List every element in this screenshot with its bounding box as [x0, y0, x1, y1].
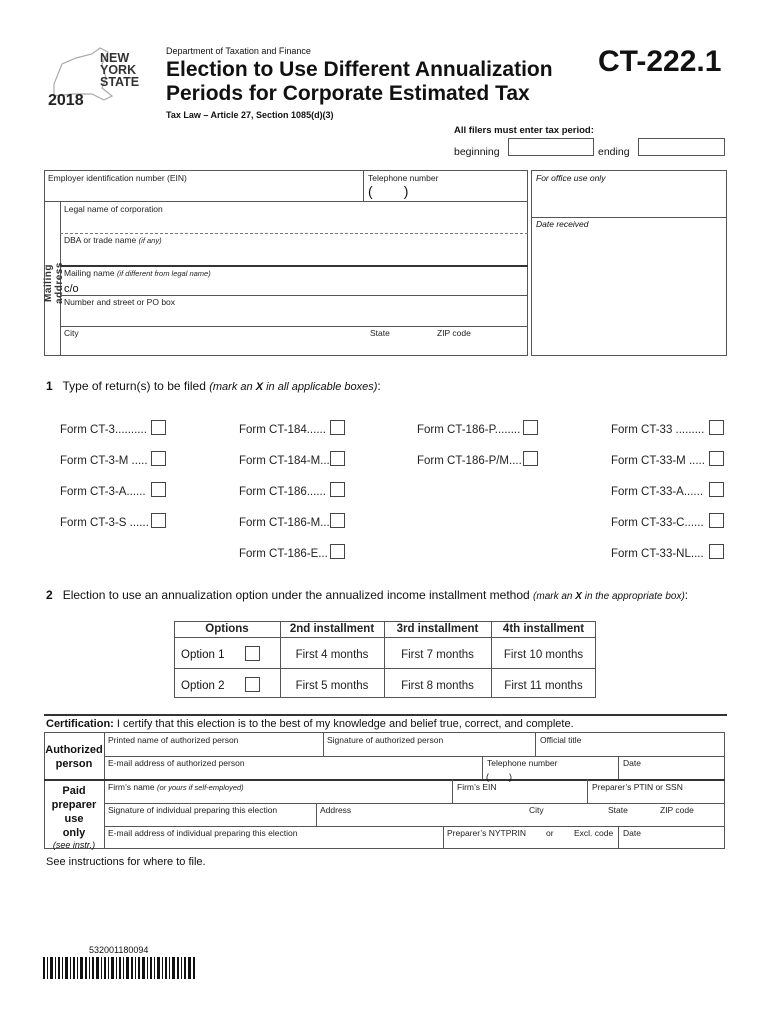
- preparer-city-label: City: [529, 805, 544, 815]
- authorized-person-label: [44, 743, 104, 771]
- certification-label: Certification:: [46, 718, 114, 730]
- line2-text: Election to use an annualization option under the annualized income installment method: [62, 588, 530, 602]
- preparer-email-field[interactable]: [106, 837, 441, 848]
- mailing-address-side-label: Mailing address: [43, 262, 65, 304]
- form-ct186-checkbox[interactable]: [330, 482, 345, 497]
- form-ct186e-checkbox[interactable]: [330, 544, 345, 559]
- form-ct33c-label: Form CT-33-C......: [611, 517, 704, 529]
- tax-law-reference: Tax Law – Article 27, Section 1085(d)(3): [166, 110, 334, 120]
- ptin-field[interactable]: [589, 791, 723, 802]
- form-ct33-checkbox[interactable]: [709, 420, 724, 435]
- city-label: City: [64, 328, 79, 338]
- form-ct3s-label: Form CT-3-S ......: [60, 517, 149, 529]
- header-4th-installment: 4th installment: [502, 623, 585, 635]
- form-ct3-checkbox[interactable]: [151, 420, 166, 435]
- line2-note-pre: (mark an: [533, 591, 576, 602]
- barcode-number: 532001180094: [89, 945, 149, 955]
- option1-checkbox[interactable]: [245, 646, 260, 661]
- title-line-1: Election to Use Different Annualization: [166, 58, 553, 81]
- title-line-2: Periods for Corporate Estimated Tax: [166, 82, 530, 105]
- firm-ein-label: Firm’s EIN: [457, 782, 497, 792]
- form-ct186pm-label: Form CT-186-P/M....: [417, 455, 522, 467]
- official-title-field[interactable]: [537, 744, 723, 755]
- street-field[interactable]: [62, 307, 526, 325]
- option1-4th: First 10 months: [503, 649, 584, 661]
- telephone-field[interactable]: [484, 767, 616, 782]
- form-ct186m-checkbox[interactable]: [330, 513, 345, 528]
- line1-note-post: in all applicable boxes): [263, 381, 378, 393]
- printed-name-label: Printed name of authorized person: [108, 735, 239, 745]
- firm-name-field[interactable]: [106, 791, 450, 802]
- email-label: E-mail address of authorized person: [108, 758, 245, 768]
- ein-label: Employer identification number (EIN): [48, 173, 187, 183]
- preparer-signature-label: Signature of individual preparing this election: [108, 805, 278, 815]
- form-year: 2018: [48, 92, 84, 109]
- form-ct33nl-checkbox[interactable]: [709, 544, 724, 559]
- nytprin-field[interactable]: [445, 837, 616, 848]
- header-2nd-installment: 2nd installment: [289, 623, 375, 635]
- form-ct33-label: Form CT-33 .........: [611, 424, 705, 436]
- beginning-date-field[interactable]: [508, 138, 594, 156]
- official-title-label: Official title: [540, 735, 582, 745]
- line1-note-x: X: [255, 381, 264, 393]
- form-ct184m-label: Form CT-184-M...: [239, 455, 330, 467]
- telephone-label: Telephone number: [487, 758, 558, 768]
- person-text: person: [55, 758, 93, 770]
- form-ct184-label: Form CT-184......: [239, 424, 326, 436]
- line2-number: 2: [46, 588, 53, 602]
- firm-name-text: Firm’s name: [108, 782, 155, 792]
- option2-4th: First 11 months: [504, 680, 583, 692]
- form-ct3s-checkbox[interactable]: [151, 513, 166, 528]
- form-ct33c-checkbox[interactable]: [709, 513, 724, 528]
- form-ct186p-checkbox[interactable]: [523, 420, 538, 435]
- logo-york: YORK: [100, 63, 137, 77]
- co-label: c/o: [64, 283, 79, 295]
- legal-name-label: Legal name of corporation: [64, 204, 163, 214]
- telephone-parens: ( ): [486, 772, 512, 782]
- preparer-signature-field[interactable]: [106, 814, 314, 825]
- option1-2nd: First 4 months: [295, 649, 369, 661]
- street-label: Number and street or PO box: [64, 297, 176, 307]
- only-text: only: [62, 827, 86, 839]
- header-3rd-installment: 3rd installment: [396, 623, 479, 635]
- barcode-icon: [43, 957, 195, 979]
- preparer-state-label: State: [608, 805, 628, 815]
- ending-label: ending: [598, 146, 630, 158]
- phone-label: Telephone number: [368, 173, 439, 183]
- form-ct3a-checkbox[interactable]: [151, 482, 166, 497]
- barcode-graphic: [43, 957, 195, 979]
- phone-parens: ( ): [368, 183, 409, 199]
- certification-text: I certify that this election is to the best of my knowledge and belief true, correct, and complete.: [113, 718, 574, 730]
- option1-label: Option 1: [181, 649, 225, 661]
- form-ct33nl-label: Form CT-33-NL....: [611, 548, 704, 560]
- nytprin-label: Preparer’s NYTPRIN: [447, 828, 527, 838]
- paid-text: Paid: [62, 785, 86, 797]
- city-state-zip-field[interactable]: [62, 338, 526, 354]
- email-field[interactable]: [106, 767, 480, 778]
- preparer-text: preparer: [51, 799, 97, 811]
- form-ct184m-checkbox[interactable]: [330, 451, 345, 466]
- line1-heading: [46, 379, 381, 393]
- form-ct3m-label: Form CT-3-M .....: [60, 455, 148, 467]
- dba-note: (if any): [138, 236, 162, 245]
- tax-period-instruction: All filers must enter tax period:: [454, 125, 594, 136]
- logo-new: NEW: [100, 51, 130, 65]
- form-ct3a-label: Form CT-3-A......: [60, 486, 146, 498]
- line1-note-pre: (mark an: [209, 381, 256, 393]
- mailing-name-note: (if different from legal name): [116, 269, 211, 278]
- preparer-zip-label: ZIP code: [660, 805, 694, 815]
- state-label: State: [370, 328, 390, 338]
- form-ct33a-checkbox[interactable]: [709, 482, 724, 497]
- firm-ein-field[interactable]: [454, 791, 585, 802]
- form-ct33a-label: Form CT-33-A......: [611, 486, 704, 498]
- option2-label: Option 2: [181, 680, 225, 692]
- office-use-label: For office use only: [536, 173, 606, 183]
- form-ct186e-label: Form CT-186-E...: [239, 548, 328, 560]
- firm-name-note: (or yours if self-employed): [156, 783, 244, 792]
- preparer-date-field[interactable]: [620, 837, 723, 848]
- nys-logo: [42, 44, 157, 114]
- date-field[interactable]: [620, 767, 723, 778]
- form-ct33m-label: Form CT-33-M .....: [611, 455, 705, 467]
- ptin-label: Preparer’s PTIN or SSN: [592, 782, 683, 792]
- certification-statement: [46, 718, 574, 730]
- mailing-name-text: Mailing name: [64, 268, 115, 278]
- signature-label: Signature of authorized person: [327, 735, 444, 745]
- mailing-name-label: [64, 268, 211, 278]
- mailing-name-field[interactable]: [80, 280, 526, 294]
- dba-text: DBA or trade name: [64, 235, 137, 245]
- preparer-address-label: Address: [320, 805, 352, 815]
- authorized-text: Authorized: [45, 744, 103, 756]
- form-ct186-label: Form CT-186......: [239, 486, 326, 498]
- line2-heading: [46, 588, 688, 602]
- line1-text: Type of return(s) to be filed: [62, 379, 206, 393]
- line1-colon: :: [377, 379, 381, 393]
- logo-state: STATE: [100, 75, 140, 89]
- header-options: Options: [205, 623, 249, 635]
- dba-label: [64, 235, 162, 245]
- line2-colon: :: [684, 588, 689, 602]
- option2-3rd: First 8 months: [401, 680, 474, 692]
- preparer-date-label: Date: [623, 828, 641, 838]
- line1-number: 1: [46, 379, 53, 393]
- legal-name-field[interactable]: [62, 214, 526, 232]
- form-ct186m-label: Form CT-186-M...: [239, 517, 330, 529]
- option2-2nd: First 5 months: [295, 680, 369, 692]
- or-label: or: [546, 828, 554, 838]
- form-ct186pm-checkbox[interactable]: [523, 451, 538, 466]
- paid-preparer-label: [44, 784, 104, 851]
- form-ct184-checkbox[interactable]: [330, 420, 345, 435]
- phone-field[interactable]: [366, 183, 526, 200]
- printed-name-field[interactable]: [106, 744, 321, 755]
- see-instr-text: (see instr.): [52, 840, 96, 850]
- option1-3rd: First 7 months: [401, 649, 474, 661]
- office-use-box: [531, 170, 727, 356]
- ein-field[interactable]: [46, 184, 360, 200]
- form-number: CT-222.1: [598, 45, 722, 78]
- department-name: Department of Taxation and Finance: [166, 46, 311, 56]
- dba-field[interactable]: [62, 245, 526, 263]
- line2-note-x: X: [575, 591, 582, 602]
- filing-instructions: See instructions for where to file.: [46, 856, 206, 868]
- zip-label: ZIP code: [437, 328, 471, 338]
- form-ct3-label: Form CT-3..........: [60, 424, 147, 436]
- form-ct33m-checkbox[interactable]: [709, 451, 724, 466]
- excl-code-label: Excl. code: [574, 828, 614, 838]
- form-ct186p-label: Form CT-186-P........: [417, 424, 521, 436]
- form-title: [166, 58, 553, 106]
- option2-checkbox[interactable]: [245, 677, 260, 692]
- date-received-label: Date received: [536, 219, 589, 229]
- preparer-address-field[interactable]: [318, 814, 723, 825]
- line2-note-post: in the appropriate box): [581, 591, 685, 602]
- signature-field[interactable]: [325, 744, 533, 755]
- beginning-label: beginning: [454, 146, 500, 158]
- form-ct3m-checkbox[interactable]: [151, 451, 166, 466]
- use-text: use: [64, 813, 84, 825]
- date-label: Date: [623, 758, 641, 768]
- ending-date-field[interactable]: [638, 138, 725, 156]
- preparer-email-label: E-mail address of individual preparing this election: [108, 828, 298, 838]
